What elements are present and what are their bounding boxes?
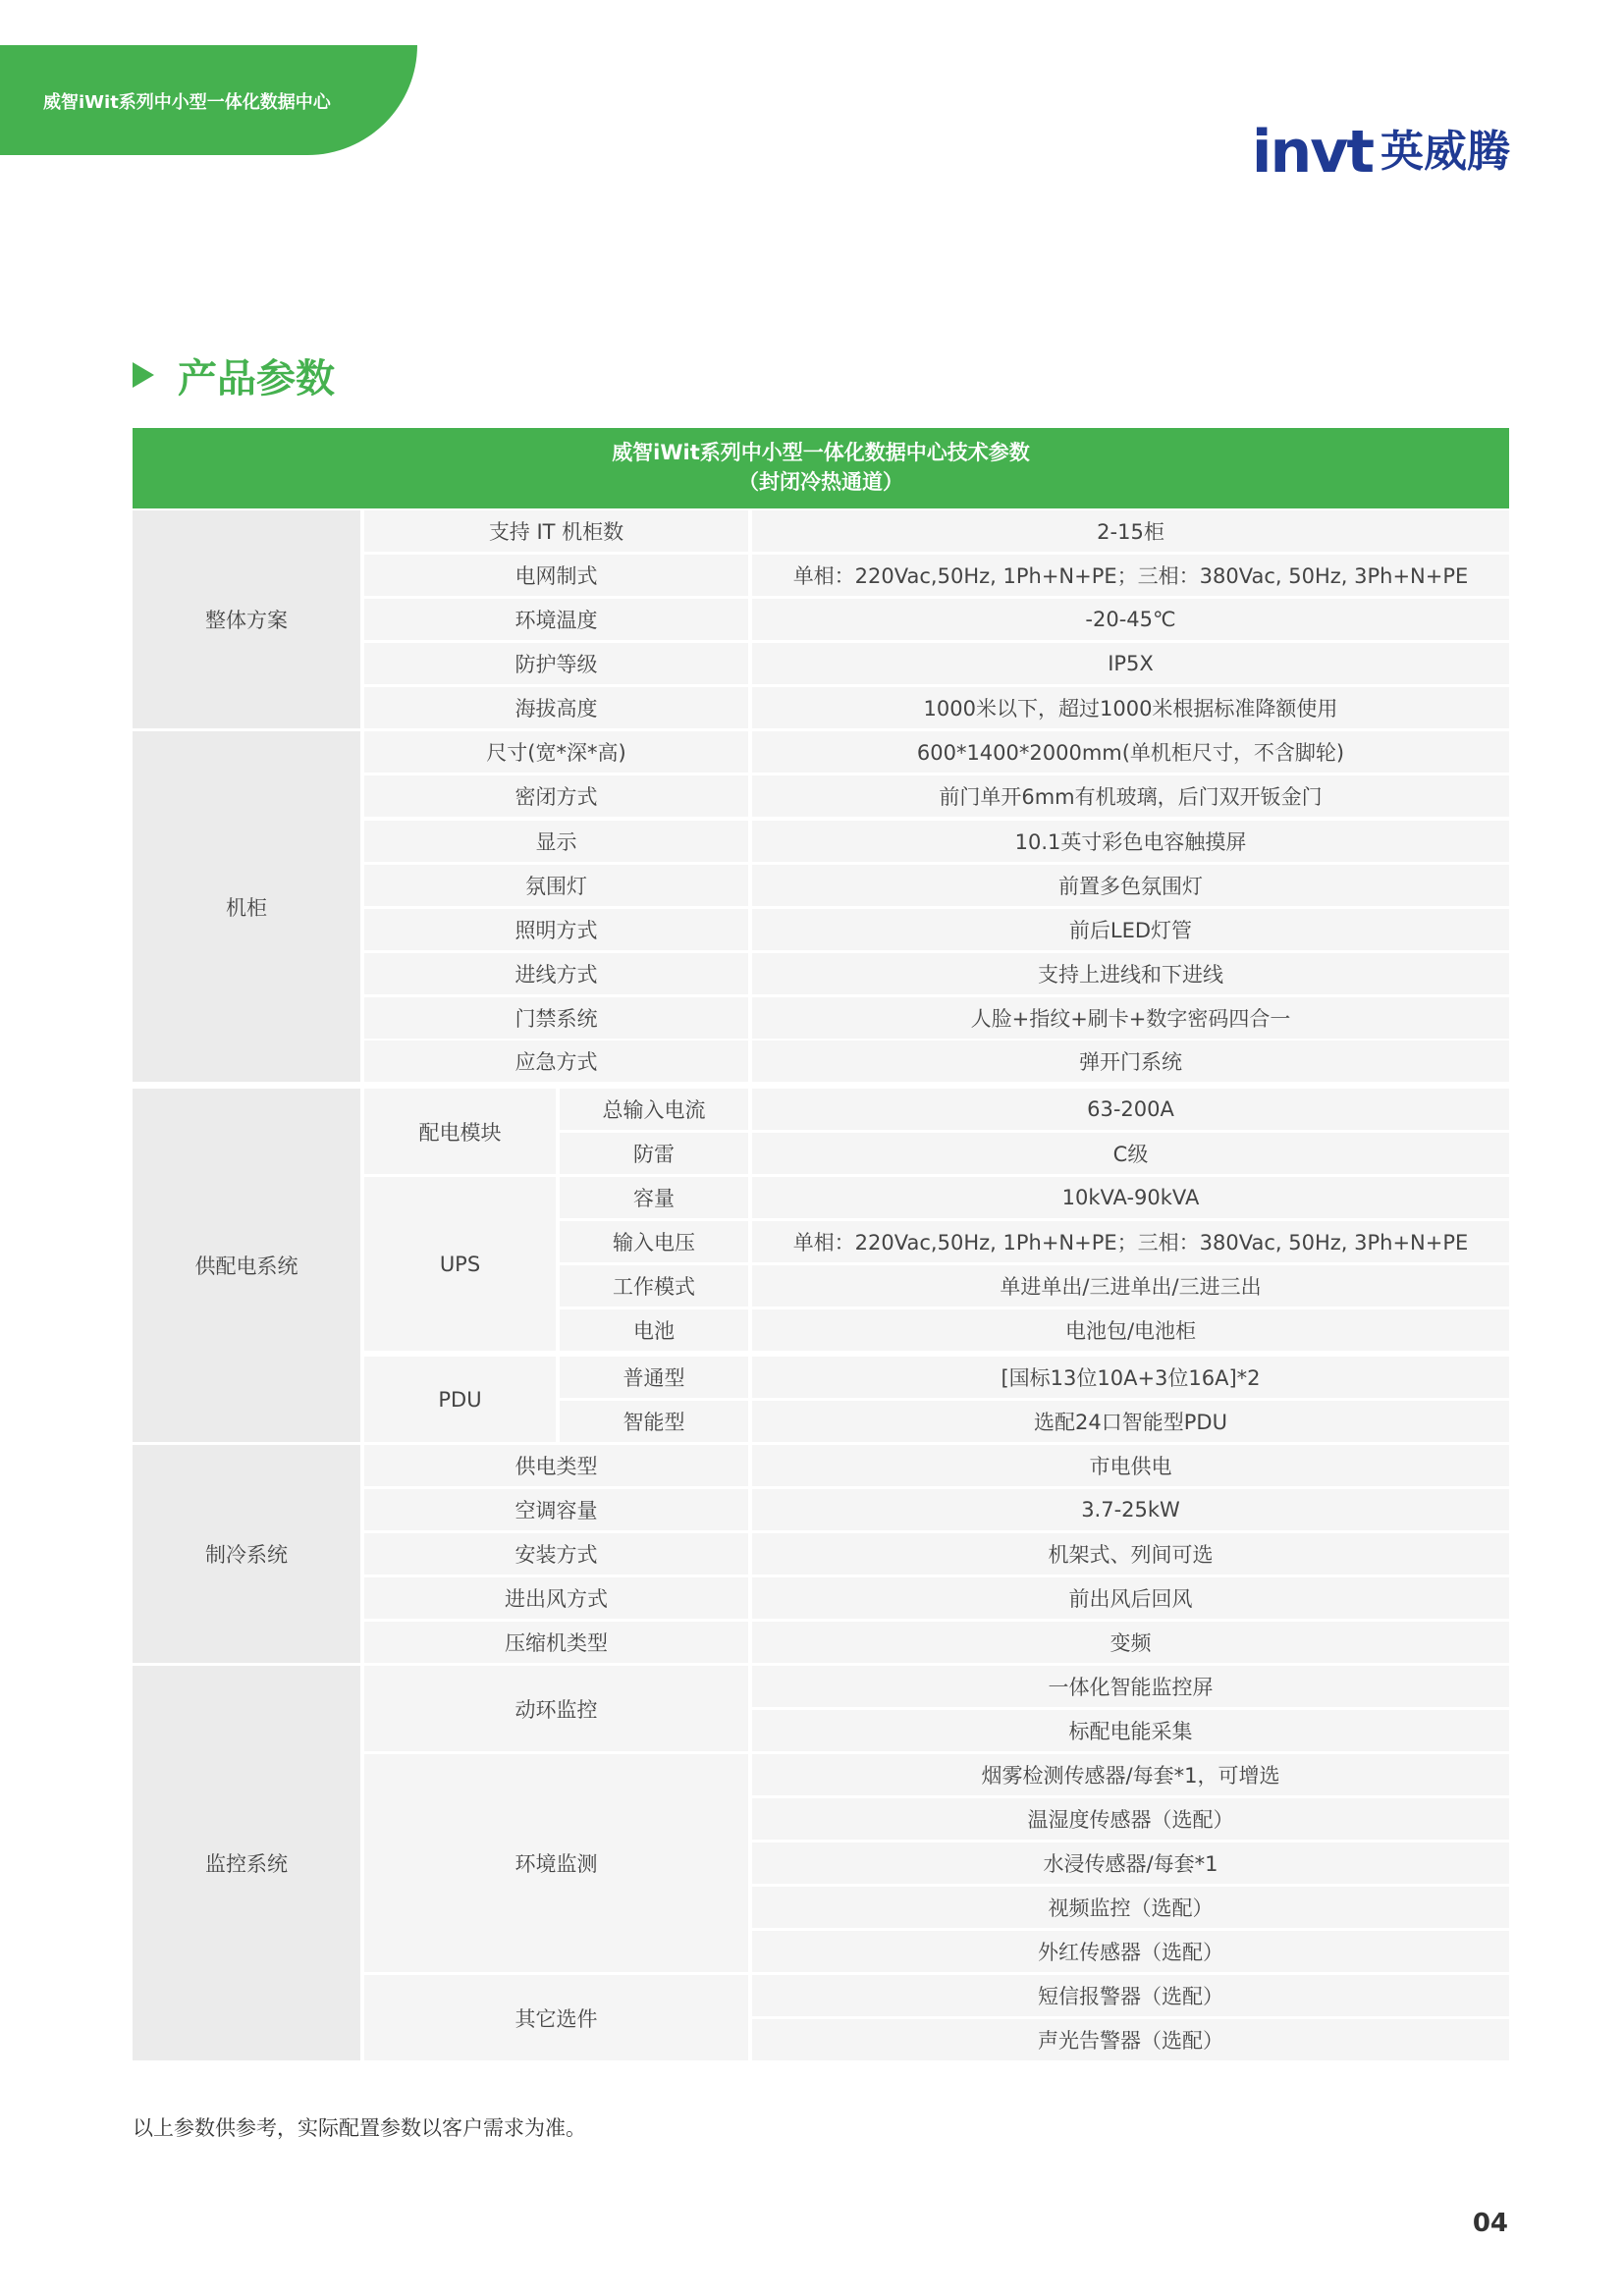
param-value: 水浸传感器/每套*1 — [752, 1842, 1509, 1884]
param-value: 前置多色氛围灯 — [752, 865, 1509, 906]
param-label: 进出风方式 — [364, 1577, 748, 1619]
param-label: 输入电压 — [560, 1221, 748, 1262]
param-label: 防护等级 — [364, 643, 748, 684]
param-value: 单进单出/三进单出/三进三出 — [752, 1265, 1509, 1307]
series-label: 威智iWit系列中小型一体化数据中心 — [43, 92, 331, 113]
param-label: 防雷 — [560, 1133, 748, 1174]
table-title — [133, 428, 1509, 508]
param-label: 显示 — [364, 821, 748, 862]
header-tab — [0, 45, 417, 155]
param-value: 前门单开6mm有机玻璃，后门双开钣金门 — [752, 775, 1509, 817]
param-value: 市电供电 — [752, 1445, 1509, 1486]
subgroup-label: UPS — [364, 1177, 556, 1351]
param-label: 应急方式 — [364, 1041, 748, 1082]
param-value: 单相：220Vac,50Hz, 1Ph+N+PE；三相：380Vac, 50Hz, 3Ph+N+PE — [752, 1221, 1509, 1262]
param-label: 电池 — [560, 1309, 748, 1351]
param-label: 环境温度 — [364, 599, 748, 640]
group-label: 供配电系统 — [133, 1089, 360, 1442]
param-value: 前后LED灯管 — [752, 909, 1509, 950]
param-value: 声光告警器（选配） — [752, 2019, 1509, 2060]
param-value: 前出风后回风 — [752, 1577, 1509, 1619]
param-label: 照明方式 — [364, 909, 748, 950]
param-value: 人脸+指纹+刷卡+数字密码四合一 — [752, 997, 1509, 1039]
param-value: 短信报警器（选配） — [752, 1975, 1509, 2016]
param-label: 门禁系统 — [364, 997, 748, 1039]
param-value: 支持上进线和下进线 — [752, 953, 1509, 994]
param-value: 选配24口智能型PDU — [752, 1401, 1509, 1442]
param-label: 进线方式 — [364, 953, 748, 994]
param-value: 变频 — [752, 1622, 1509, 1663]
subgroup-label: PDU — [364, 1357, 556, 1442]
param-value: -20-45℃ — [752, 599, 1509, 640]
group-label: 监控系统 — [133, 1666, 360, 2060]
param-value: 一体化智能监控屏 — [752, 1666, 1509, 1707]
param-label: 安装方式 — [364, 1533, 748, 1575]
param-label: 支持 IT 机柜数 — [364, 510, 748, 552]
param-label: 空调容量 — [364, 1489, 748, 1530]
footnote: 以上参数供参考，实际配置参数以客户需求为准。 — [133, 2116, 586, 2140]
param-value: 单相：220Vac,50Hz, 1Ph+N+PE；三相：380Vac, 50Hz, 3Ph+N+PE — [752, 555, 1509, 596]
param-value: 电池包/电池柜 — [752, 1309, 1509, 1351]
group-label: 整体方案 — [133, 510, 360, 728]
param-label: 总输入电流 — [560, 1089, 748, 1130]
param-value: 1000米以下，超过1000米根据标准降额使用 — [752, 687, 1509, 728]
param-label: 尺寸(宽*深*高) — [364, 731, 748, 773]
subgroup-label: 配电模块 — [364, 1089, 556, 1174]
table-title-line2: （封闭冷热通道） — [738, 470, 903, 494]
param-value: [国标13位10A+3位16A]*2 — [752, 1357, 1509, 1398]
triangle-bullet-icon — [133, 362, 154, 388]
param-value: 机架式、列间可选 — [752, 1533, 1509, 1575]
param-value: 温湿度传感器（选配） — [752, 1798, 1509, 1840]
group-label: 机柜 — [133, 731, 360, 1082]
param-value: 10.1英寸彩色电容触摸屏 — [752, 821, 1509, 862]
param-value: 外红传感器（选配） — [752, 1931, 1509, 1972]
subgroup-label: 其它选件 — [364, 1975, 748, 2060]
param-value: 视频监控（选配） — [752, 1887, 1509, 1928]
logo-cn: 英威腾 — [1380, 127, 1510, 177]
param-value: 600*1400*2000mm(单机柜尺寸，不含脚轮) — [752, 731, 1509, 773]
param-label: 海拔高度 — [364, 687, 748, 728]
param-label: 工作模式 — [560, 1265, 748, 1307]
param-label: 普通型 — [560, 1357, 748, 1398]
param-value: 63-200A — [752, 1089, 1509, 1130]
param-value: IP5X — [752, 643, 1509, 684]
param-label: 压缩机类型 — [364, 1622, 748, 1663]
param-label: 智能型 — [560, 1401, 748, 1442]
param-value: C级 — [752, 1133, 1509, 1174]
section-title: 产品参数 — [178, 355, 335, 401]
param-label: 供电类型 — [364, 1445, 748, 1486]
param-value: 3.7-25kW — [752, 1489, 1509, 1530]
param-label: 氛围灯 — [364, 865, 748, 906]
section-heading — [133, 346, 335, 404]
logo-mark: invt — [1251, 118, 1373, 187]
invt-logo — [1252, 120, 1510, 185]
param-value: 弹开门系统 — [752, 1041, 1509, 1082]
page-number: 04 — [1472, 2209, 1508, 2238]
param-value: 10kVA-90kVA — [752, 1177, 1509, 1218]
param-label: 电网制式 — [364, 555, 748, 596]
param-label: 容量 — [560, 1177, 748, 1218]
param-value: 标配电能采集 — [752, 1710, 1509, 1751]
param-value: 烟雾检测传感器/每套*1，可增选 — [752, 1754, 1509, 1795]
group-label: 制冷系统 — [133, 1445, 360, 1663]
table-title-line1: 威智iWit系列中小型一体化数据中心技术参数 — [612, 441, 1030, 464]
param-value: 2-15柜 — [752, 510, 1509, 552]
subgroup-label: 环境监测 — [364, 1754, 748, 1972]
subgroup-label: 动环监控 — [364, 1666, 748, 1751]
param-label: 密闭方式 — [364, 775, 748, 817]
